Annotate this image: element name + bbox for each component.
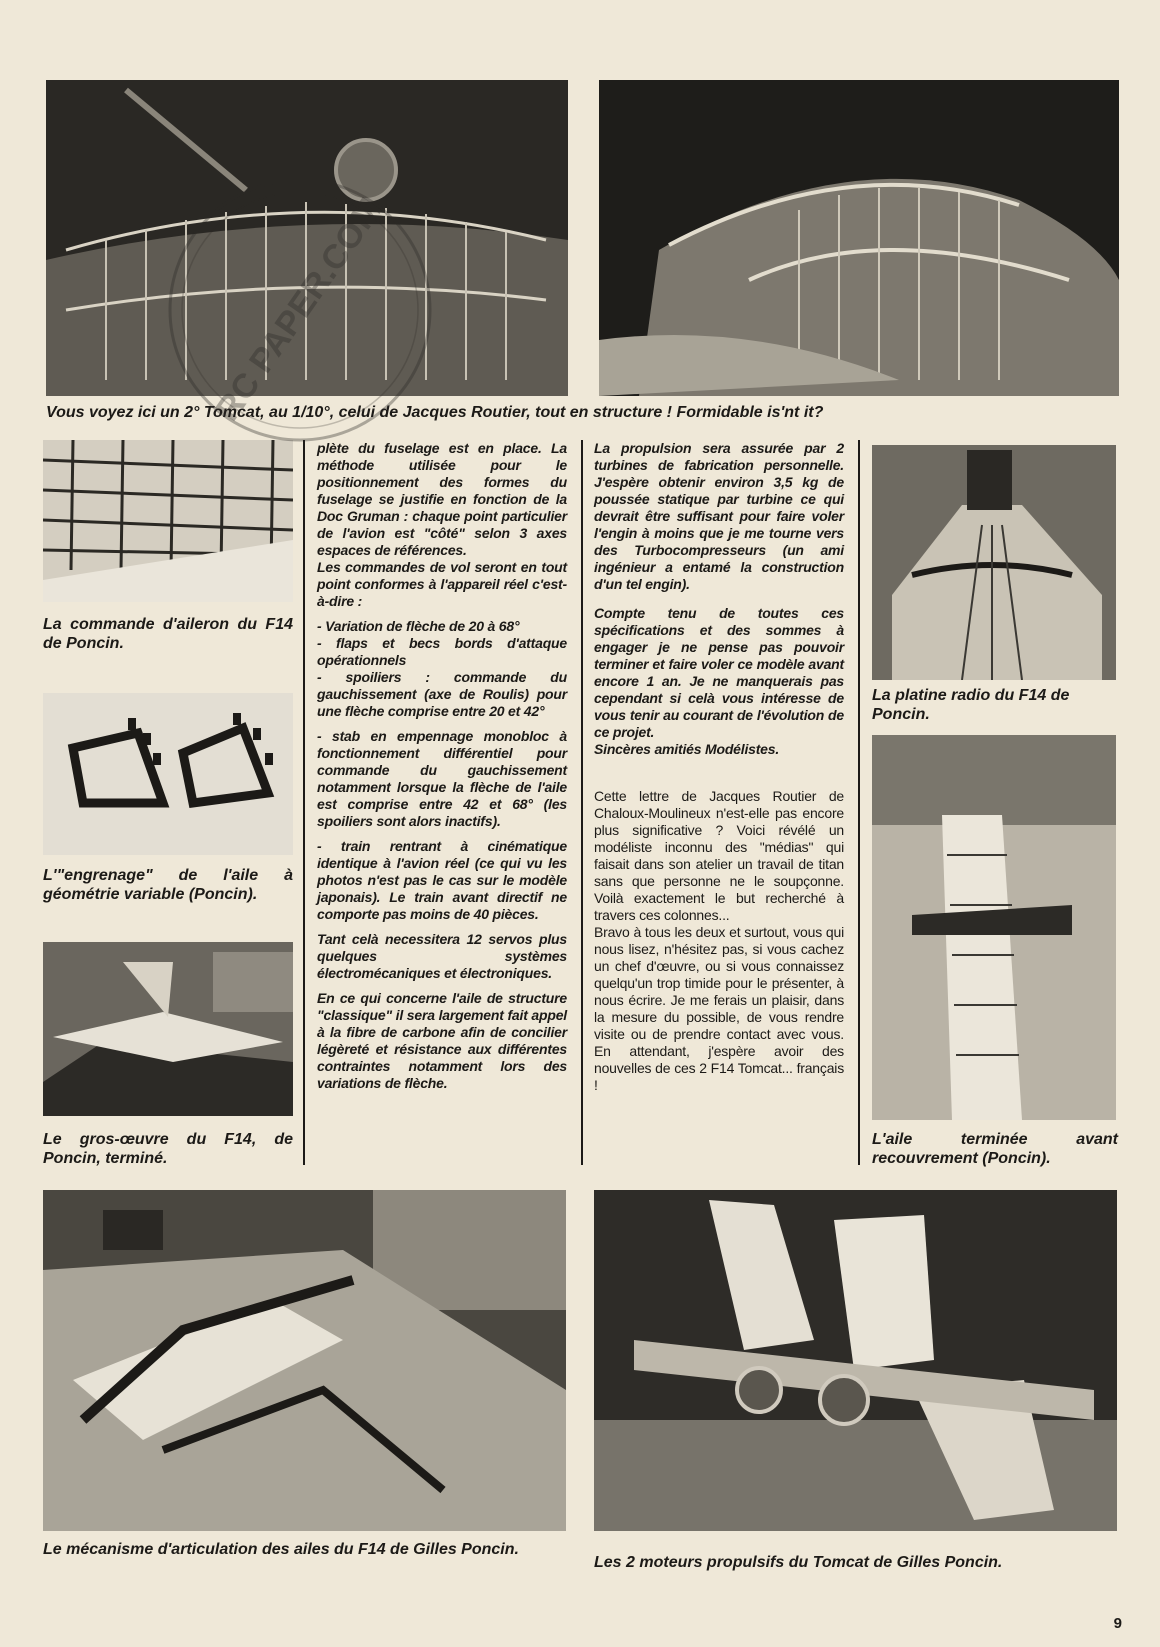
column-rule-2 [581,440,583,1165]
col1-para-0: plète du fuselage est en place. La méthode utilisée pour le positionnement des formes du fuselage se justifie en fonction de la Doc Gruman : chaque point particulier de l'avion est "côté" selon 3 axes espaces de références. [317,440,567,558]
col1-para-4: - spoiliers : commande du gauchissement (axe de Roulis) pour une flèche comprise entre 20 et 42° [317,669,567,719]
col1-para-8: En ce qui concerne l'aile de structure "classique" il sera largement fait appel à la fibre de carbone afin de concilier légèreté et résistance aux différentes contraintes notamment lors des variations de flèche. [317,990,567,1091]
photo-aile-terminee [872,735,1116,1120]
column-rule-1 [303,440,305,1165]
caption-moteurs: Les 2 moteurs propulsifs du Tomcat de Gilles Poncin. [594,1554,1003,1571]
caption-aile-terminee: L'aile terminée avant recouvrement (Poncin). [872,1131,1118,1167]
col2-para-1: Compte tenu de toutes ces spécifications et des sommes à engager je ne pense pas pouvoir terminer et faire voler ce modèle avant encore 1 an. Je ne manquerais pas cependant si celà vous intéresse de vous tenir au courant de l'évolution de ce projet. [594,605,844,740]
col2-para-2: Sincères amitiés Modélistes. [594,741,780,757]
caption-engrenage: L'"engrenage" de l'aile à géométrie variable (Poncin). [43,867,293,903]
col1-para-2: - Variation de flèche de 20 à 68° [317,618,520,634]
col2-plain-0: Cette lettre de Jacques Routier de Chaloux-Moulineux n'est-elle pas encore plus significative ? Voici révélé un modéliste inconnu des "médias" qui faisait dans son atelier un travail de titan sans que personne ne le soupçonne. Voilà exactement le but recherché à travers ces colonnes... [594,788,844,923]
photo-aileron-command [43,440,293,602]
photo-gros-oeuvre [43,942,293,1116]
col2-plain-1: Bravo à tous les deux et surtout, vous qui nous lisez, n'hésitez pas, si vous cachez un chef d'œuvre, ou si vous connaissez quelqu'un trop timide pour le présenter, à nous écrire. Je me ferais un plaisir, dans la mesure du possible, de vous rendre visite ou de prendre contact avec vous. En attendant, j'espère avoir des nouvelles de ces 2 F14 Tomcat... français ! [594,924,844,1093]
col1-para-3: - flaps et becs bords d'attaque opérationnels [317,635,567,668]
col1-para-5: - stab en empennage monobloc à fonctionnement différentiel pour commande du gauchissement notamment lorsque la flèche de l'aile est comprise entre 42 et 68° (les spoiliers sont alors inactifs). [317,728,567,829]
col1-para-7: Tant celà necessitera 12 servos plus quelques systèmes électromécaniques et électroniques. [317,931,567,981]
text-column-2 [594,440,844,1102]
photo-mecanisme-articulation [43,1190,566,1531]
svg-text:RC PAPER.COM: RC PAPER.COM [208,191,390,428]
page-number: 9 [1113,1615,1122,1632]
photo-platine-radio [872,445,1116,680]
caption-platine: La platine radio du F14 de Poncin. [872,687,1070,723]
col1-para-6: - train rentrant à cinématique identique à l'avion réel (ce qui vu les photos n'est pas le cas sur le modèle japonais). Le train avant directif ne comporte pas moins de 40 pièces. [317,838,567,922]
photo-moteurs-propulsifs [594,1190,1117,1531]
photo-engrenage [43,693,293,855]
photo-routier-structure-left [46,80,568,396]
col1-para-1: Les commandes de vol seront en tout point conformes à l'appareil réel c'est-à-dire : [317,559,567,609]
caption-mecanisme: Le mécanisme d'articulation des ailes du F14 de Gilles Poncin. [43,1541,519,1558]
column-rule-3 [858,440,860,1165]
caption-top: Vous voyez ici un 2° Tomcat, au 1/10°, celui de Jacques Routier, tout en structure ! Formidable is'nt it? [46,404,824,421]
caption-aileron: La commande d'aileron du F14 de Poncin. [43,616,293,652]
photo-routier-structure-right [599,80,1119,396]
col2-para-0: La propulsion sera assurée par 2 turbines de fabrication personnelle. J'espère obtenir environ 3,5 kg de poussée statique par turbine ce qui devrait être suffisant pour faire voler l'engin à moins que je me tourne vers des Turbocompresseurs (un ami ingénieur a entamé la construction d'un tel engin). [594,440,844,592]
caption-gros-oeuvre: Le gros-œuvre du F14, de Poncin, terminé. [43,1131,293,1167]
text-column-1 [317,440,567,1100]
